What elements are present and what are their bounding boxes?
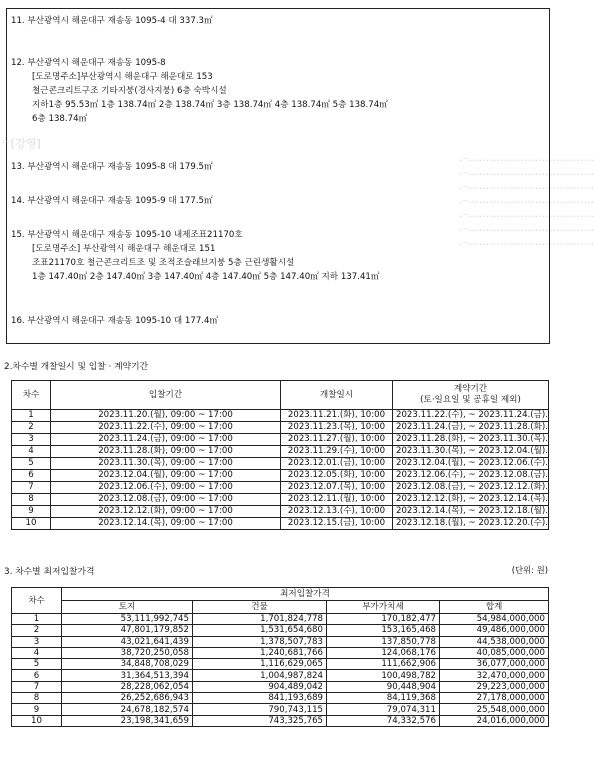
table-row [12, 470, 549, 482]
cell-vat: 90,448,904 [327, 681, 440, 692]
cell-round: 7 [12, 681, 62, 692]
cell-round: 9 [12, 506, 51, 518]
cell-round: 7 [12, 482, 51, 494]
cell-opening-datetime: 2023.11.27.(월), 10:00 [281, 434, 393, 446]
cell-round: 5 [12, 659, 62, 670]
property-12-line-2: [도로명주소]부산광역시 해운대구 해운대로 153 [32, 72, 213, 82]
cell-opening-datetime: 2023.12.01.(금), 10:00 [281, 458, 393, 470]
cell-building: 1,531,654,680 [193, 625, 327, 636]
min-price-header-row-2 [12, 601, 549, 614]
cell-land: 53,111,992,745 [62, 614, 193, 625]
table-row [12, 494, 549, 506]
cell-round: 8 [12, 693, 62, 704]
cell-vat: 124,068,176 [327, 647, 440, 658]
cell-round: 9 [12, 704, 62, 715]
unit-label: (단위: 원) [511, 565, 548, 575]
property-list-box [5, 8, 594, 344]
property-12 [11, 56, 388, 126]
cell-total: 44,538,000,000 [440, 636, 549, 647]
header-land: 토지 [62, 601, 193, 614]
cell-contract-period: 2023.12.18.(월), ~ 2023.12.20.(수). [393, 518, 549, 530]
header-contract-period [393, 381, 549, 410]
cell-round: 10 [12, 518, 51, 530]
property-14 [11, 194, 213, 208]
cell-building: 841,193,689 [193, 693, 327, 704]
cell-opening-datetime: 2023.11.21.(화), 10:00 [281, 410, 393, 422]
table-row [12, 715, 549, 726]
property-12-line-1: 12. 부산광역시 해운대구 재송동 1095-8 [11, 58, 166, 68]
cell-total: 27,178,000,000 [440, 693, 549, 704]
table-row [12, 446, 549, 458]
cell-total: 25,548,000,000 [440, 704, 549, 715]
header-round: 차수 [12, 588, 62, 614]
cell-vat: 137,850,778 [327, 636, 440, 647]
cell-opening-datetime: 2023.12.05.(화), 10:00 [281, 470, 393, 482]
cell-bid-period: 2023.11.30.(목), 09:00 ~ 17:00 [51, 458, 281, 470]
cell-vat: 111,662,906 [327, 659, 440, 670]
cell-land: 34,848,708,029 [62, 659, 193, 670]
table-row [12, 670, 549, 681]
header-min-price: 최저입찰가격 [62, 588, 549, 601]
cell-round: 1 [12, 614, 62, 625]
header-vat: 부가가치세 [327, 601, 440, 614]
cell-bid-period: 2023.11.24.(금), 09:00 ~ 17:00 [51, 434, 281, 446]
cell-bid-period: 2023.12.12.(화), 09:00 ~ 17:00 [51, 506, 281, 518]
cell-contract-period: 2023.11.24.(금), ~ 2023.11.28.(화). [393, 422, 549, 434]
table-row [12, 434, 549, 446]
cell-round: 4 [12, 647, 62, 658]
cell-building: 1,701,824,778 [193, 614, 327, 625]
cell-contract-period: 2023.12.04.(월), ~ 2023.12.06.(수). [393, 458, 549, 470]
cell-bid-period: 2023.11.28.(화), 09:00 ~ 17:00 [51, 446, 281, 458]
cell-contract-period: 2023.12.08.(금), ~ 2023.12.12.(화). [393, 482, 549, 494]
table-row [12, 518, 549, 530]
cell-round: 10 [12, 715, 62, 726]
cell-building: 1,116,629,065 [193, 659, 327, 670]
table-row [12, 614, 549, 625]
cell-building: 743,325,765 [193, 715, 327, 726]
cell-round: 8 [12, 494, 51, 506]
cell-bid-period: 2023.11.22.(수), 09:00 ~ 17:00 [51, 422, 281, 434]
cell-bid-period: 2023.12.06.(수), 09:00 ~ 17:00 [51, 482, 281, 494]
property-12-line-4: 지하1층 95.53㎡ 1층 138.74㎡ 2층 138.74㎡ 3층 138.74㎡ 4층 138.74㎡ 5층 138.74㎡ [32, 100, 388, 110]
cell-contract-period: 2023.12.14.(목), ~ 2023.12.18.(월). [393, 506, 549, 518]
cell-vat: 74,332,576 [327, 715, 440, 726]
property-14-line-1: 14. 부산광역시 해운대구 재송동 1095-9 대 177.5㎡ [11, 196, 213, 206]
property-11 [11, 14, 213, 28]
watermark-right: ·⁻···································· ·⁻···································· ·⁻···································· ·⁻···································· ·⁻···································· ·⁻···································· ·⁻···································· [459, 154, 594, 251]
property-15-line-3: 조표21170호 철근콘크리트조 및 조적조슬래브지붕 5층 근린생활시설 [32, 258, 295, 268]
table-row [12, 482, 549, 494]
cell-bid-period: 2023.12.14.(목), 09:00 ~ 17:00 [51, 518, 281, 530]
cell-contract-period: 2023.11.22.(수), ~ 2023.11.24.(금). [393, 410, 549, 422]
header-contract-period-label: 계약기간 [453, 384, 488, 394]
property-16 [11, 314, 218, 328]
cell-total: 54,984,000,000 [440, 614, 549, 625]
cell-opening-datetime: 2023.11.29.(수), 10:00 [281, 446, 393, 458]
header-total: 합계 [440, 601, 549, 614]
min-price-header-row-1 [12, 588, 549, 601]
property-13 [11, 160, 213, 174]
property-11-line-1: 11. 부산광역시 해운대구 재송동 1095-4 대 337.3㎡ [11, 16, 213, 26]
cell-round: 3 [12, 434, 51, 446]
property-15-line-2: [도로명주소] 부산광역시 해운대구 해운대로 151 [32, 244, 216, 254]
cell-opening-datetime: 2023.12.15.(금), 10:00 [281, 518, 393, 530]
table-row [12, 704, 549, 715]
cell-round: 2 [12, 422, 51, 434]
cell-building: 1,004,987,824 [193, 670, 327, 681]
cell-opening-datetime: 2023.12.11.(월), 10:00 [281, 494, 393, 506]
cell-vat: 84,119,368 [327, 693, 440, 704]
cell-round: 2 [12, 625, 62, 636]
section-3-title: 3. 차수별 최저입찰가격 [4, 567, 95, 577]
cell-land: 38,720,250,058 [62, 647, 193, 658]
cell-building: 1,378,507,783 [193, 636, 327, 647]
header-round: 차수 [12, 381, 51, 410]
cell-land: 43,021,641,439 [62, 636, 193, 647]
cell-total: 29,223,000,000 [440, 681, 549, 692]
property-15-line-1: 15. 부산광역시 해운대구 재송동 1095-10 내제조표21170호 [11, 230, 243, 240]
cell-total: 40,085,000,000 [440, 647, 549, 658]
cell-total: 32,470,000,000 [440, 670, 549, 681]
property-12-line-3: 철근콘크리트구조 기타지붕(경사지붕) 6층 숙박시설 [32, 86, 227, 96]
cell-bid-period: 2023.12.08.(금), 09:00 ~ 17:00 [51, 494, 281, 506]
cell-land: 31,364,513,394 [62, 670, 193, 681]
cell-vat: 153,165,468 [327, 625, 440, 636]
table-row [12, 506, 549, 518]
cell-building: 904,489,042 [193, 681, 327, 692]
section-2-title: 2.차수별 개찰일시 및 입찰 · 계약기간 [4, 362, 149, 372]
table-row [12, 625, 549, 636]
cell-land: 28,228,062,054 [62, 681, 193, 692]
cell-opening-datetime: 2023.11.23.(목), 10:00 [281, 422, 393, 434]
cell-land: 26,252,686,943 [62, 693, 193, 704]
cell-contract-period: 2023.11.28.(화), ~ 2023.11.30.(목). [393, 434, 549, 446]
table-row [12, 647, 549, 658]
cell-building: 790,743,115 [193, 704, 327, 715]
header-bid-period: 입찰기간 [51, 381, 281, 410]
cell-vat: 100,498,782 [327, 670, 440, 681]
property-15 [11, 228, 379, 284]
cell-total: 49,486,000,000 [440, 625, 549, 636]
cell-round: 6 [12, 470, 51, 482]
table-row [12, 636, 549, 647]
cell-opening-datetime: 2023.12.13.(수), 10:00 [281, 506, 393, 518]
cell-round: 5 [12, 458, 51, 470]
cell-contract-period: 2023.12.12.(화), ~ 2023.12.14.(목). [393, 494, 549, 506]
cell-vat: 170,182,477 [327, 614, 440, 625]
cell-round: 1 [12, 410, 51, 422]
table-row [12, 458, 549, 470]
property-12-line-5: 6층 138.74㎡ [32, 114, 88, 124]
cell-round: 3 [12, 636, 62, 647]
cell-land: 24,678,182,574 [62, 704, 193, 715]
property-13-line-1: 13. 부산광역시 해운대구 재송동 1095-8 대 179.5㎡ [11, 162, 213, 172]
table-row [12, 659, 549, 670]
header-contract-period-note: (토·일요일 및 공휴일 제외) [420, 395, 521, 405]
cell-bid-period: 2023.11.20.(월), 09:00 ~ 17:00 [51, 410, 281, 422]
cell-total: 36,077,000,000 [440, 659, 549, 670]
cell-contract-period: 2023.11.30.(목), ~ 2023.12.04.(월). [393, 446, 549, 458]
table-row [12, 410, 549, 422]
cell-land: 47,801,179,852 [62, 625, 193, 636]
cell-contract-period: 2023.12.06.(수), ~ 2023.12.08.(금). [393, 470, 549, 482]
cell-opening-datetime: 2023.12.07.(목), 10:00 [281, 482, 393, 494]
cell-building: 1,240,681,766 [193, 647, 327, 658]
cell-total: 24,016,000,000 [440, 715, 549, 726]
cell-bid-period: 2023.12.04.(월), 09:00 ~ 17:00 [51, 470, 281, 482]
property-16-line-1: 16. 부산광역시 해운대구 재송동 1095-10 대 177.4㎡ [11, 316, 219, 326]
watermark-left: ⁻[강영] [5, 137, 41, 150]
cell-round: 6 [12, 670, 62, 681]
table-row [12, 681, 549, 692]
table-row [12, 693, 549, 704]
bid-schedule-table [11, 380, 549, 530]
min-price-table [11, 587, 549, 727]
cell-vat: 79,074,311 [327, 704, 440, 715]
cell-land: 23,198,341,659 [62, 715, 193, 726]
header-opening-datetime: 개찰일시 [281, 381, 393, 410]
property-15-line-4: 1층 147.40㎡ 2층 147.40㎡ 3층 147.40㎡ 4층 147.40㎡ 5층 147.40㎡ 지하 137.41㎡ [32, 272, 380, 282]
cell-round: 4 [12, 446, 51, 458]
table-row [12, 422, 549, 434]
header-building: 건물 [193, 601, 327, 614]
bid-schedule-header-row [12, 381, 549, 410]
